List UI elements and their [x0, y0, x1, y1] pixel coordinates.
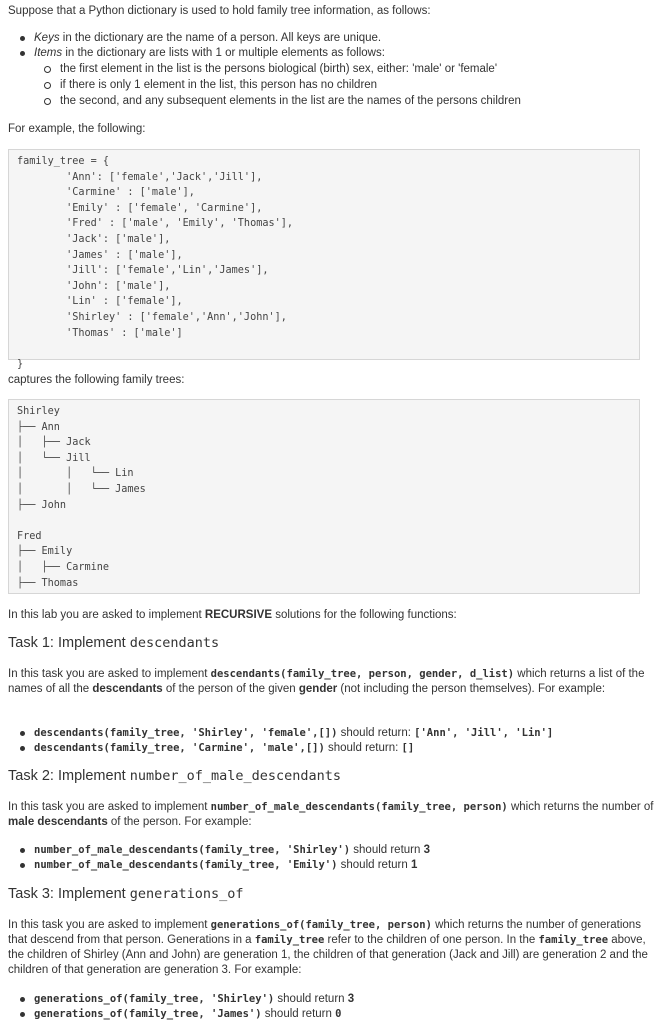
- sub-bullet-1-text: the first element in the list is the persons biological (birth) sex, either: 'male' or 'female': [60, 63, 498, 75]
- task1-desc-code: descendants(family_tree, person, gender, d_list): [210, 668, 515, 680]
- task2-desc-pre: In this task you are asked to implement: [8, 801, 211, 813]
- task1-desc-mid: which returns a list of the names of all the: [8, 668, 645, 695]
- task2-ex1-text: should return: [350, 844, 424, 856]
- task1-desc-mid2: of the person of the given: [162, 683, 299, 695]
- task1-desc-bold2: gender: [298, 683, 338, 695]
- task3-ex1-code: generations_of(family_tree, 'Shirley'): [34, 993, 275, 1005]
- task1-example-2: [20, 741, 662, 756]
- task1-ex2-code: descendants(family_tree, 'Carmine', 'male',[]): [34, 742, 325, 754]
- task2-ex2-code: number_of_male_descendants(family_tree, 'Emily'): [34, 859, 338, 871]
- task2-desc-post: of the person. For example:: [107, 816, 252, 828]
- bullet-keys: [20, 31, 662, 46]
- task3-d3: refer to the children of one person. In the: [324, 934, 539, 946]
- task2-ex1-result: 3: [423, 844, 430, 856]
- sub-bullet-3-text: the second, and any subsequent elements in the list are the names of the persons children: [60, 95, 521, 107]
- task1-ex2-result: []: [401, 742, 415, 754]
- lab-intro: [8, 608, 662, 623]
- lab-intro-post: solutions for the following functions:: [272, 609, 457, 621]
- code-block-text: family_tree = { 'Ann': ['female','Jack','Jill'], 'Carmine' : ['male'], 'Emily' : ['female', 'Carmine'], 'Fred' : ['male', 'Emily', 'Thomas'], 'Jack': ['male'], 'James' : ['male'], 'Jill': ['female','Lin','James'], 'John': ['male'], 'Lin' : ['female'], 'Shirley' : ['female','Ann','John'], 'Thomas' : ['male'] }: [17, 156, 294, 370]
- task2-heading: [8, 768, 341, 784]
- keys-text: in the dictionary are the name of a person. All keys are unique.: [59, 32, 382, 44]
- task3-title-pre: Task 3: Implement: [8, 886, 130, 902]
- items-em: Items: [34, 47, 63, 59]
- task3-ex2-result: 0: [335, 1008, 342, 1020]
- tree-block: [8, 399, 640, 594]
- task3-example-2: [20, 1007, 662, 1022]
- task2-ex2-text: should return: [337, 859, 411, 871]
- sub-bullet-3: [44, 94, 662, 109]
- task2-example-1: [20, 843, 662, 858]
- task3-heading: [8, 886, 243, 902]
- captures-label: captures the following family trees:: [8, 374, 185, 386]
- lab-intro-bold: RECURSIVE: [204, 609, 272, 621]
- task3-d2: which returns the number of generations that descend from that person. Generations in a: [8, 919, 641, 946]
- task1-desc-bold1: descendants: [92, 683, 163, 695]
- task1-ex2-text: should return:: [324, 742, 402, 754]
- task3-d3-code: family_tree: [538, 934, 609, 946]
- tree-block-text: Shirley ├── Ann │ ├── Jack │ └── Jill │ │ └── Lin │ │ └── James ├── John Fred ├── Emily │ ├── Carmine ├── Thomas: [17, 406, 146, 589]
- task2-desc-bold: male descendants: [8, 816, 108, 828]
- task1-example-1: [20, 726, 662, 741]
- task3-d4: above, the children of Shirley (Ann and John) are generation 1, the children of that generation (Jack and Jill) are generation 2 and the children of that generation are generation 3. For example:: [8, 934, 648, 976]
- task3-description: [8, 918, 662, 978]
- task3-ex2-text: should return: [261, 1008, 336, 1020]
- sub-bullet-1: [44, 62, 662, 77]
- intro-text: Suppose that a Python dictionary is used to hold family tree information, as follows:: [8, 5, 431, 17]
- task2-description: [8, 800, 662, 830]
- task1-ex1-result: ['Ann', 'Jill', 'Lin']: [414, 727, 554, 739]
- task3-ex1-result: 3: [347, 993, 355, 1005]
- task1-heading: [8, 635, 219, 651]
- task1-ex1-code: descendants(family_tree, 'Shirley', 'female',[]): [34, 727, 338, 739]
- task1-title-pre: Task 1: Implement: [8, 635, 130, 651]
- task3-title-code: generations_of: [129, 886, 244, 902]
- task2-ex2-result: 1: [410, 859, 418, 871]
- task2-example-2: [20, 858, 662, 873]
- task2-desc-code: number_of_male_descendants(family_tree, person): [210, 801, 508, 813]
- task2-ex1-code: number_of_male_descendants(family_tree, 'Shirley'): [34, 844, 351, 856]
- bullet-items: [20, 46, 662, 61]
- task3-d1-code: generations_of(family_tree, person): [210, 919, 432, 931]
- sub-bullet-2-text: if there is only 1 element in the list, this person has no children: [60, 79, 378, 91]
- code-block: [8, 149, 640, 370]
- items-text: in the dictionary are lists with 1 or multiple elements as follows:: [62, 47, 385, 59]
- task3-d2-code: family_tree: [254, 934, 325, 946]
- task1-desc-pre: In this task you are asked to implement: [8, 668, 211, 680]
- example-label: For example, the following:: [8, 123, 146, 135]
- task1-desc-post: (not including the person themselves). For example:: [337, 683, 606, 695]
- task3-example-1: [20, 992, 662, 1007]
- lab-intro-pre: In this lab you are asked to implement: [8, 609, 205, 621]
- task1-ex1-text: should return:: [337, 727, 415, 739]
- task2-title-pre: Task 2: Implement: [8, 768, 130, 784]
- task2-title-code: number_of_male_descendants: [129, 768, 342, 784]
- sub-bullet-2: [44, 78, 662, 93]
- task1-title-code: descendants: [129, 635, 220, 651]
- keys-em: Keys: [34, 32, 60, 44]
- task3-ex1-text: should return: [274, 993, 348, 1005]
- task3-ex2-code: generations_of(family_tree, 'James'): [34, 1008, 262, 1020]
- task3-d1: In this task you are asked to implement: [8, 919, 211, 931]
- task2-desc-mid: which returns the number of: [507, 801, 654, 813]
- task1-description: [8, 667, 662, 697]
